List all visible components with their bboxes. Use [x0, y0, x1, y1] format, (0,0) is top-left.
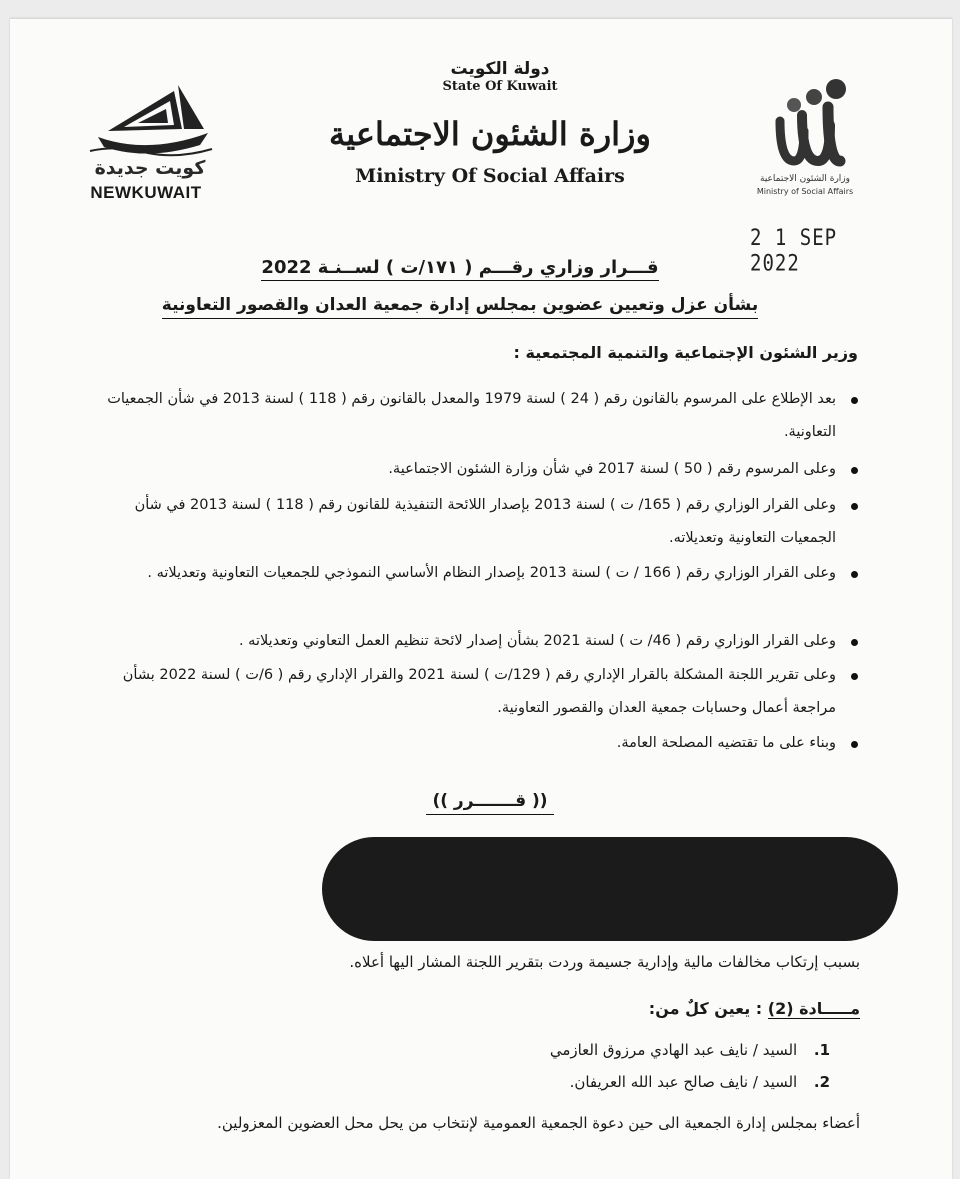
preamble-text: وعلى القرار الوزاري رقم ( 166 / ت ) لسنة 2013 بإصدار النظام الأساسي النموذجي للجمعيات التعاونية وتعديلاته . [147, 565, 836, 581]
ministry-logo-icon [750, 71, 860, 171]
decree-subject-text: بشأن عزل وتعيين عضوين بمجلس إدارة جمعية العدان والقصور التعاونية [162, 295, 758, 319]
redaction-block [322, 837, 898, 941]
article-2-label: مـــــادة (2) [767, 999, 860, 1018]
decree-subject [160, 295, 760, 315]
appointee-item [410, 1041, 830, 1059]
preamble-item [84, 383, 836, 449]
preamble-text: بعد الإطلاع على المرسوم بالقانون رقم ( 24 ) لسنة 1979 والمعدل بالقانون رقم ( 118 ) لسنة 2013 في شأن الجمعيات التعاونية. [107, 391, 836, 440]
ministry-name-arabic: وزارة الشئون الاجتماعية [329, 115, 651, 153]
state-of-kuwait-english: State Of Kuwait [442, 79, 558, 94]
decree-number-text: قـــرار وزاري رقـــم ( ١٧١/ت ) لســنـة 2022 [261, 257, 658, 281]
new-kuwait-english-text: NEWKUWAIT [90, 183, 202, 202]
decision-heading-text: (( قـــــــرر )) [426, 791, 553, 815]
appointee-item [410, 1073, 830, 1091]
preamble-item [84, 557, 836, 590]
preamble-text: وبناء على ما تقتضيه المصلحة العامة. [616, 735, 836, 751]
bullet-icon [851, 467, 858, 474]
preamble-item [84, 659, 836, 725]
ministry-name-english: Ministry Of Social Affairs [355, 165, 625, 187]
minister-line: وزير الشئون الإجتماعية والتنمية المجتمعية : [513, 343, 858, 362]
bullet-icon [851, 397, 858, 404]
decree-number-line [250, 257, 670, 278]
preamble-text: وعلى القرار الوزاري رقم ( 165/ ت ) لسنة 2013 بإصدار اللائحة التنفيذية للقانون رقم ( 118 ) لسنة 2013 في شأن الجمعيات التعاونية وتعديلاته. [134, 497, 836, 546]
bullet-icon [851, 741, 858, 748]
ministry-logo-english-caption: Ministry of Social Affairs [756, 187, 854, 196]
article-2-text: : يعين كلٌ من: [648, 999, 763, 1018]
members-text: أعضاء بمجلس إدارة الجمعية الى حين دعوة الجمعية العمومية لإنتخاب من يحل محل العضوين المعزولين. [217, 1114, 860, 1132]
appointee-number: 1. [813, 1041, 830, 1059]
decision-heading [360, 791, 620, 811]
bullet-icon [851, 673, 858, 680]
article-2-heading [510, 999, 860, 1018]
preamble-item [84, 453, 836, 486]
document-page [10, 18, 952, 1179]
ministry-logo-arabic-caption: وزارة الشئون الاجتماعية [760, 174, 850, 184]
new-kuwait-dhow-logo [78, 75, 218, 159]
preamble-item [84, 625, 836, 658]
preamble-text: وعلى القرار الوزاري رقم ( 46/ ت ) لسنة 2021 بشأن إصدار لائحة تنظيم العمل التعاوني وتعديلاته . [238, 633, 836, 649]
bullet-icon [851, 571, 858, 578]
preamble-item [84, 727, 836, 760]
bullet-icon [851, 503, 858, 510]
new-kuwait-arabic-text: كويت جديدة [94, 157, 206, 179]
appointee-number: 2. [813, 1073, 830, 1091]
state-of-kuwait-arabic: دولة الكويت [450, 59, 550, 79]
appointee-name: السيد / نايف صالح عبد الله العريفان. [569, 1073, 798, 1091]
preamble-text: وعلى تقرير اللجنة المشكلة بالقرار الإداري رقم ( 129/ت ) لسنة 2021 والقرار الإداري رقم ( 6/ت ) لسنة 2022 بشأن مراجعة أعمال وحسابات جمعية العدان والقصور التعاونية. [122, 667, 836, 716]
reason-text: بسبب إرتكاب مخالفات مالية وإدارية جسيمة وردت بتقرير اللجنة المشار اليها أعلاه. [349, 953, 860, 971]
preamble-text: وعلى المرسوم رقم ( 50 ) لسنة 2017 في شأن وزارة الشئون الاجتماعية. [388, 461, 836, 477]
date-stamp: 2 1 SEP 2022 [750, 225, 838, 277]
bullet-icon [851, 639, 858, 646]
preamble-item [84, 489, 836, 555]
appointee-name: السيد / نايف عبد الهادي مرزوق العازمي [549, 1041, 798, 1059]
